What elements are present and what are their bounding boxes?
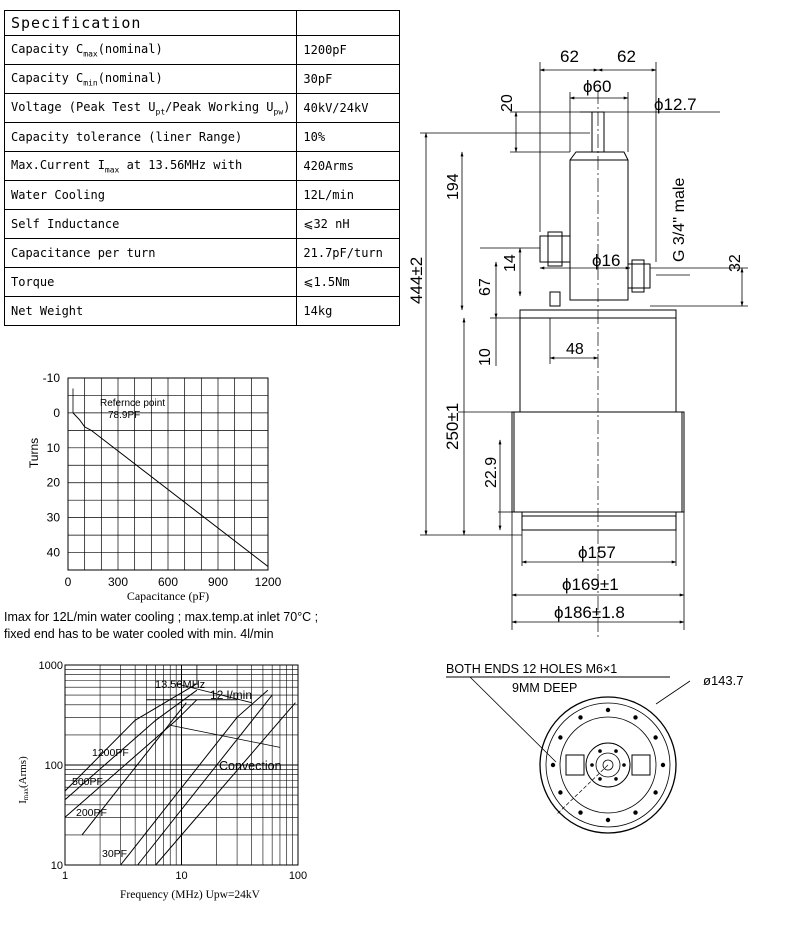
turns-x-tick: 900 [207,575,229,589]
dim-10: 10 [477,348,494,366]
spec-param-text: Capacity C [11,41,84,56]
turns-y-tick: 40 [46,545,60,560]
imax-x-tick: 100 [288,870,308,882]
spec-row [5,181,400,210]
spec-row [5,297,400,326]
bolt-hole [551,763,555,767]
bolt-hole [653,790,657,794]
spec-param-sub: max [104,165,120,175]
imax-convection-line [156,703,296,865]
bolt-hole [653,735,657,739]
inner-hole [614,777,618,781]
spec-param-tail: /Peak Working U [165,99,274,114]
turns-y-tick: 10 [46,440,60,455]
spec-param-sub2: pw [273,107,284,117]
spec-param: Capacity tolerance (liner Range) [5,123,297,152]
diameter-leader [656,681,690,704]
cooling-note [4,609,318,643]
spec-row [5,36,400,65]
spec-value: 12L/min [297,181,400,210]
bolt-hole [606,818,610,822]
spec-param-tail: (nominal) [97,41,163,56]
dim-67: 67 [477,278,494,296]
spec-param: Water Cooling [5,181,297,210]
turns-x-tick: 0 [64,575,72,589]
dim-62-right: 62 [617,47,636,66]
spec-row [5,152,400,181]
spec-value: 14kg [297,297,400,326]
holes-note-line1: BOTH ENDS 12 HOLES M6×1 [446,662,618,676]
holes-note-line2: 9MM DEEP [512,681,578,695]
spec-param-text: Voltage (Peak Test U [11,99,156,114]
inner-hole [598,777,602,781]
dim-194: 194 [445,173,462,200]
spec-row [5,123,400,152]
dim-444: 444±2 [407,256,426,304]
inner-hole [590,763,594,767]
imax-y-tick: 1000 [38,660,63,672]
turns-chart [0,360,320,610]
spec-row [5,239,400,268]
bolt-hole [558,790,562,794]
dim-phi60: ϕ60 [583,77,612,96]
spec-header-blank [297,11,400,36]
spec-param-sub: min [83,78,98,88]
turns-x-label: Capacitance (pF) [126,589,210,603]
spec-param-text: Max.Current I [11,157,105,172]
imax-x-tick: 10 [175,870,188,882]
cooling-note-line1: Imax for 12L/min water cooling ; max.temp.at inlet 70°C ; [4,610,319,624]
spec-param: Self Inductance [5,210,297,239]
turns-x-ticks [65,575,282,589]
imax-label-convection: Convection [219,759,282,773]
spec-value: 30pF [297,65,400,94]
imax-x-label: Frequency (MHz) Upw=24kV [120,889,260,901]
inner-hole [598,749,602,753]
spec-value: 1200pF [297,36,400,65]
turns-grid [68,378,268,570]
imax-label-1200pf: 1200PF [92,747,129,759]
imax-y-label-sub: max [22,788,30,801]
imax-label-12lmin: 12 l/min [210,688,253,702]
dim-48: 48 [566,341,584,358]
spec-value: 40kV/24kV [297,94,400,123]
bolt-hole [578,810,582,814]
spec-param-tail: at 13.56MHz with [119,157,243,172]
imax-y-label [17,756,30,804]
dim-62-left: 62 [560,47,579,66]
dim-phi16: ϕ16 [592,251,621,270]
turns-y-tick: 20 [46,475,60,490]
imax-series-line [121,690,268,865]
spec-param-tail2: ) [283,99,291,114]
bolt-hole [661,763,665,767]
dim-32: 32 [727,254,744,272]
bottom-diameter: ø143.7 [703,673,744,688]
turns-y-tick: 0 [53,405,60,420]
inner-hole [622,763,626,767]
spec-value: 10% [297,123,400,152]
turns-y-label: Turns [27,437,41,469]
imax-chart [0,650,320,910]
section-line [556,765,608,815]
dim-phi12.7: ϕ12.7 [654,95,697,114]
spec-param-sub: max [83,49,98,59]
spec-row [5,65,400,94]
spec-param-text: Capacity C [11,70,84,85]
imax-y-label-rest: (Arms) [17,756,29,789]
spec-value: 420Arms [297,152,400,181]
imax-y-label-i: I [17,800,29,804]
dim-phi186: ϕ186±1.8 [554,603,625,622]
bottom-view-drawing [430,655,794,855]
imax-x-tick: 1 [61,870,69,882]
spec-value: 21.7pF/turn [297,239,400,268]
imax-label-200pf: 200PF [76,807,107,819]
bolt-hole [578,715,582,719]
dim-phi157: ϕ157 [578,543,616,562]
spec-param: Capacitance per turn [5,239,297,268]
spec-value: ⩽32 nH [297,210,400,239]
spec-param [5,65,297,94]
imax-label-30pf: 30PF [102,848,128,860]
imax-label-13.56mhz: 13.56MHz [155,679,206,691]
spec-table [4,10,400,326]
turns-x-tick: 600 [157,575,179,589]
turns-x-tick: 300 [107,575,129,589]
spec-param: Torque [5,268,297,297]
spec-header: Specification [5,11,297,36]
turns-annotation-2: 78.9PF [108,410,141,421]
bolt-hole [558,735,562,739]
spec-value: ⩽1.5Nm [297,268,400,297]
dim-20: 20 [499,94,516,112]
imax-convection-line [138,695,273,865]
turns-x-tick: 1200 [254,575,282,589]
bolt-hole [633,810,637,814]
spec-row [5,210,400,239]
spec-param [5,36,297,65]
turns-y-tick: 30 [46,510,60,525]
turns-annotation-1: Refernce point [100,398,166,409]
inner-hole [614,749,618,753]
turns-line [73,413,268,567]
turns-y-tick: -10 [42,371,60,385]
dim-14: 14 [502,254,519,272]
spec-param-tail: (nominal) [97,70,163,85]
imax-y-tick: 10 [50,860,63,872]
imax-convection-leader [170,725,280,747]
imax-label-500pf: 500PF [72,776,103,788]
spec-param [5,152,297,181]
spec-param-sub: pt [155,107,166,117]
bolt-hole [633,715,637,719]
dim-phi169: ϕ169±1 [562,575,619,594]
cooling-note-line2: fixed end has to be water cooled with min. 4l/min [4,627,274,641]
imax-y-tick: 100 [44,760,63,772]
dim-250: 250±1 [443,402,462,450]
spec-param [5,94,297,123]
dim-22.9: 22.9 [483,456,500,488]
turns-y-ticks [43,371,61,560]
spec-header-row [5,11,400,36]
spec-row [5,268,400,297]
dim-thread: G 3/4'' male [671,177,688,262]
spec-param: Net Weight [5,297,297,326]
spec-row [5,94,400,123]
bolt-hole [606,708,610,712]
side-view-drawing [400,30,794,640]
